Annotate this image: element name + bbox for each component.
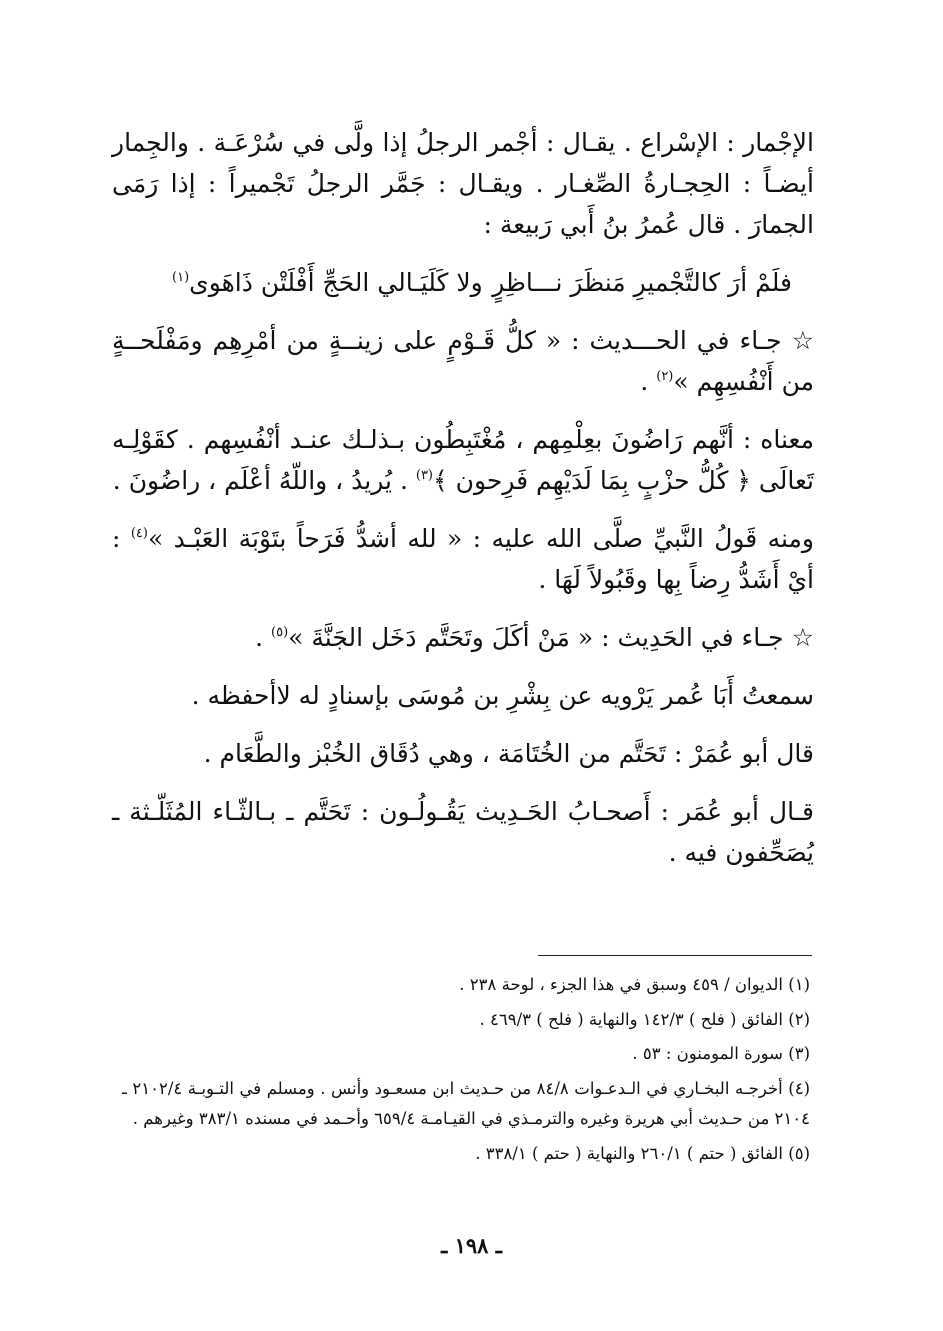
- paragraph-samiatu: سمعتُ أَبَا عُمر يَرْويه عن بِشْرِ بن مُوسَى بإسنادٍ له لاأحفظه .: [191, 681, 814, 710]
- footnote-ref-4: (٤): [130, 526, 148, 541]
- main-text: [112, 122, 814, 882]
- paragraph-hadith-tahattam: ☆ جـاء في الحَدِيث : « مَنْ أكَلَ وتَحَتَّم دَخَل الجَنَّةَ »$^{(٥)}$ .: [255, 623, 814, 652]
- footnote-ref-3: (٣): [415, 468, 433, 483]
- paragraph-qawl-nabi: ومنه قَولُ النَّبيِّ صلَّى الله عليه : « لله أشدُّ فَرَحاً بتَوْبَة العَبْـد »$^{(٤)}$ : أيْ أَشَدُّ رِضاً بِها وقَبُولاً لَهَا .: [112, 524, 815, 594]
- poetry-verse: [172, 262, 792, 303]
- footnote-1: (١) الديوان / ٤٥٩ وسبق في هذا الجزء ، لوحة ٢٣٨ .: [459, 975, 810, 994]
- footnotes: [122, 970, 810, 1173]
- footnote-divider: [538, 955, 812, 956]
- footnote-3: (٣) سورة المومنون : ٥٣ .: [632, 1044, 810, 1063]
- footnote-ref-2: (٢): [656, 369, 674, 384]
- footnote-4: (٤) أخرجـه البخـاري في الـدعـوات ٨٤/٨ من حـديث ابن مسعـود وأنس . ومسلم في التـوبـة ٢١٠٢/٤ ـ ٢١٠٤ من حـديث أبي هريرة وغيره والترمـذي في القيـامـة ٦٥٩/٤ وأحـمد في مسنده ٣٨٣/١ وغيرهم .: [122, 1078, 810, 1128]
- footnote-5: (٥) الفائق ( حتم ) ٢٦٠/١ والنهاية ( حتم ) ٣٣٨/١ .: [475, 1143, 810, 1163]
- page-number: ـ ١٩٨ ـ: [441, 1233, 502, 1258]
- footnote-2: (٢) الفائق ( فلح ) ١٤٢/٣ والنهاية ( فلح ) ٤٦٩/٣ .: [479, 1009, 810, 1029]
- footnote-ref-5: (٥): [271, 625, 289, 640]
- verse-hemistich-left: ولا كَلَيَـالي الحَجِّ أَفْلَتْن ذَاهَوى$^{(١)}$: [172, 268, 483, 297]
- paragraph-hadith-zina: ☆ جـاء في الحـــديث : « كلُّ قَـوْمٍ على زينــةٍ من أمْرِهِم ومَفْلَحــةٍ من أَنْفُسِهِم »$^{(٢)}$ .: [112, 326, 814, 396]
- footnote-ref-1: (١): [172, 270, 190, 285]
- paragraph-qala-abu-umar-2: قـال أبو عُمَر : أَصحـابُ الحَـدِيث يَقُـولُـون : تَحَتَّم ـ بـالثّـاء المُثَلّـثة ـ يُصَحِّفون فيه .: [112, 797, 814, 867]
- verse-hemistich-right: فلَمْ أرَ كالتَّجْميرِ مَنظَرَ نـــاظِرٍ: [492, 268, 792, 297]
- paragraph-qala-abu-umar-1: قال أبو عُمَرْ : تَحَتَّم من الخُتَامَة ، وهي دُقَاق الخُبْز والطَّعَام .: [203, 739, 814, 768]
- paragraph-maanah: معناه : أنَّهم رَاضُونَ بعِلْمِهم ، مُغْتَبِطُون بـذلـك عنـد أنْفُسِهم . كقَوْلِـه تَعالَى ﴿ كُلُّ حزْبٍ بِمَا لَدَيْهِم فَرِحون ﴾$^{(٣)}$ . يُريدُ ، واللّهُ أعْلَم ، راضُونَ .: [112, 425, 814, 495]
- paragraph-ijmar: الإجْمار : الإسْراع . يقـال : أجْمر الرجلُ إذا ولَّى في سُرْعَـة . والجِمار أيضـاً : الحِجـارةُ الصِّغـار . ويقـال : جَمَّر الرجلُ تَجْميراً : إذا رَمَى الجمارَ . قال عُمرُ بنُ أَبي رَبيعة :: [112, 128, 814, 239]
